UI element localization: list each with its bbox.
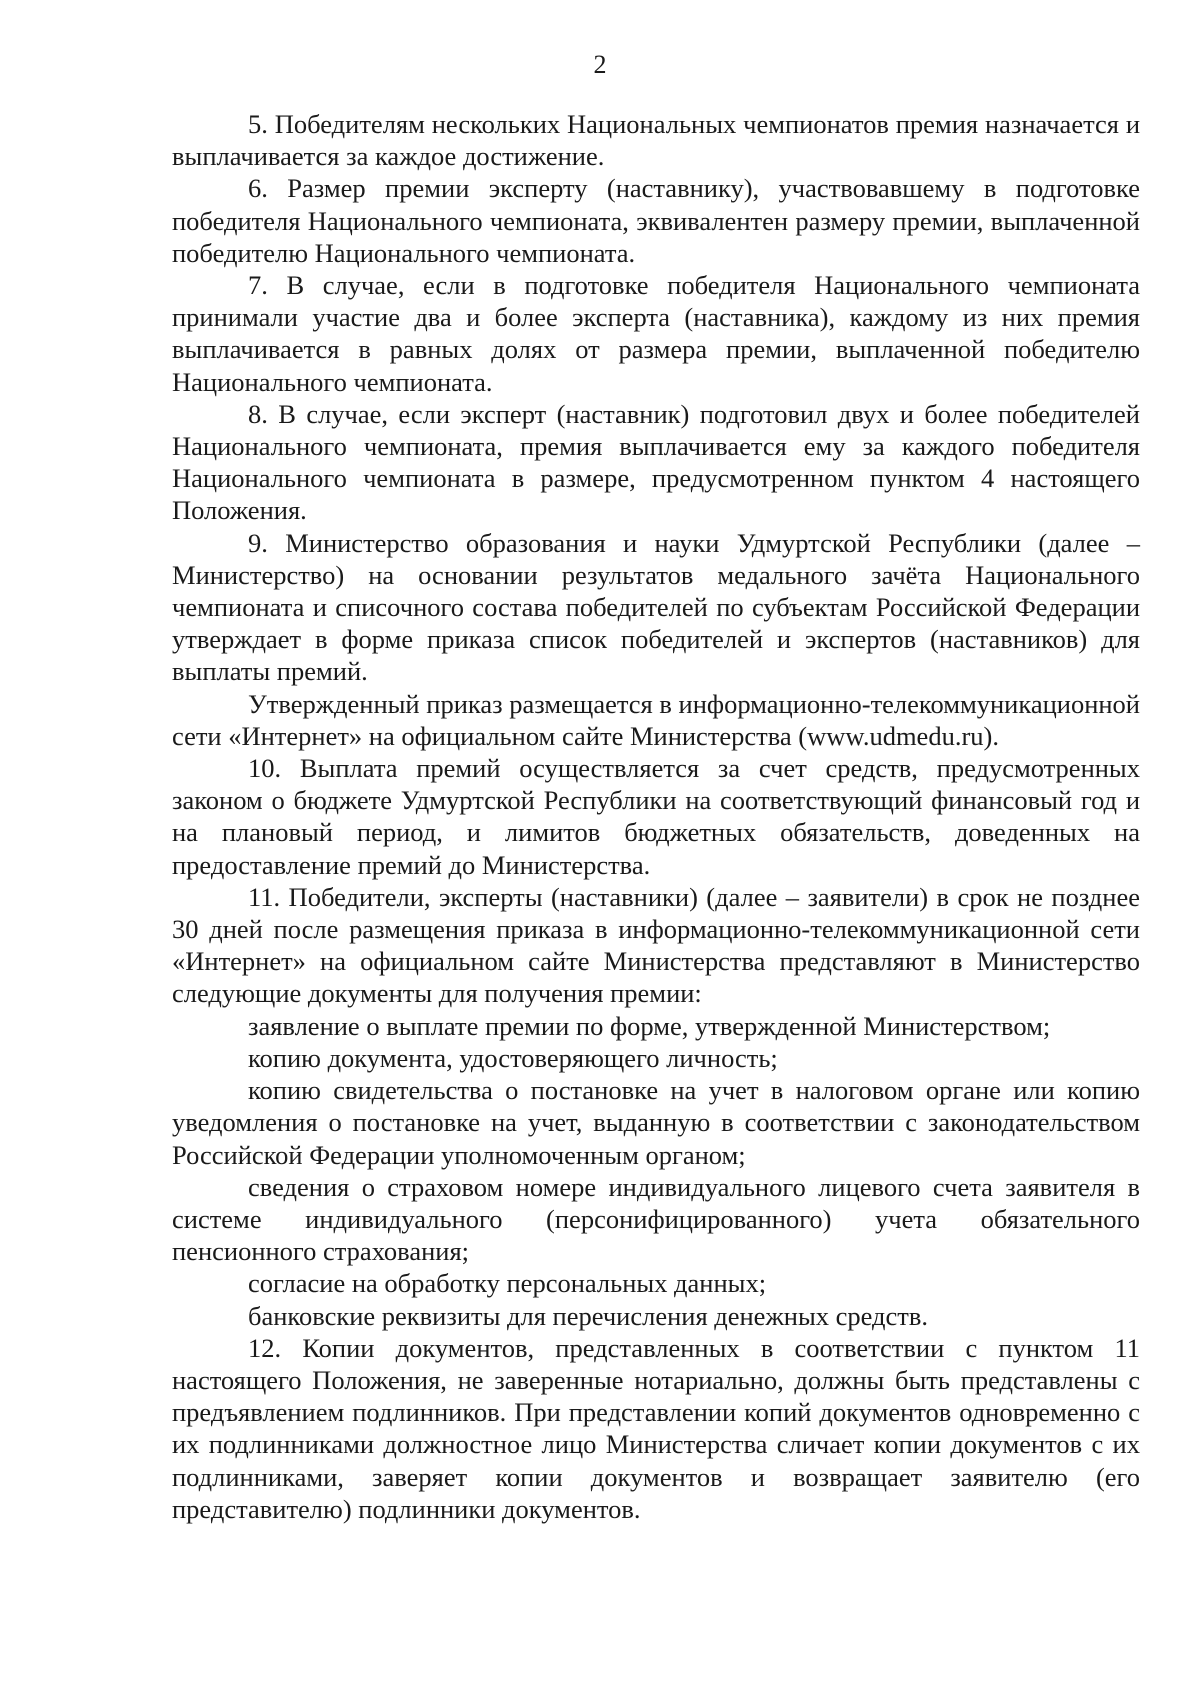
document-list-item: копию свидетельства о постановке на учет в налоговом органе или копию уведомления о постановке на учет, выданную в соответствии с законодательством Российской Федерации уполномоченным органом; [172,1075,1140,1170]
paragraph-6: 6. Размер премии эксперту (наставнику), участвовавшему в подготовке победителя Национального чемпионата, эквивалентен размеру премии, выплаченной победителю Национального чемпионата. [172,173,1140,268]
document-body [172,108,1140,1525]
paragraph-9: 9. Министерство образования и науки Удмуртской Республики (далее – Министерство) на основании результатов медального зачёта Национального чемпионата и списочного состава победителей по субъектам Российской Федерации утверждает в форме приказа список победителей и экспертов (наставников) для выплаты премий. [172,527,1140,687]
paragraph-5: 5. Победителям нескольких Национальных чемпионатов премия назначается и выплачивается за каждое достижение. [172,109,1140,172]
page-number: 2 [593,50,607,79]
document-list-item: согласие на обработку персональных данных; [248,1268,767,1299]
document-list-item: заявление о выплате премии по форме, утвержденной Министерством; [248,1010,1051,1041]
paragraph-12: 12. Копии документов, представленных в соответствии с пунктом 11 настоящего Положения, не заверенные нотариально, должны быть представлены с предъявлением подлинников. При представлении копий документов одновременно с их подлинниками должностное лицо Министерства сличает копии документов с их подлинниками, заверяет копии документов и возвращает заявителю (его представителю) подлинники документов. [172,1332,1140,1524]
paragraph-8: 8. В случае, если эксперт (наставник) подготовил двух и более победителей Национального чемпионата, премия выплачивается ему за каждого победителя Национального чемпионата в размере, предусмотренном пунктом 4 настоящего Положения. [172,398,1140,526]
paragraph-11: 11. Победители, эксперты (наставники) (далее – заявители) в срок не позднее 30 дней после размещения приказа в информационно-телекоммуникационной сети «Интернет» на официальном сайте Министерства представляют в Министерство следующие документы для получения премии: [172,881,1140,1009]
document-list-item: копию документа, удостоверяющего личность; [248,1042,778,1073]
paragraph-9-order-publication: Утвержденный приказ размещается в информационно-телекоммуникационной сети «Интернет» на официальном сайте Министерства (www.udmedu.ru). [172,688,1140,751]
paragraph-10: 10. Выплата премий осуществляется за счет средств, предусмотренных законом о бюджете Удмуртской Республики на соответствующий финансовый год и на плановый период, и лимитов бюджетных обязательств, доведенных на предоставление премий до Министерства. [172,753,1140,880]
document-list-item: банковские реквизиты для перечисления денежных средств. [248,1300,929,1331]
document-list-item: сведения о страховом номере индивидуального лицевого счета заявителя в системе индивидуального (персонифицированного) учета обязательного пенсионного страхования; [172,1171,1140,1267]
paragraph-7: 7. В случае, если в подготовке победителя Национального чемпионата принимали участие два и более эксперта (наставника), каждому из них премия выплачивается в равных долях от размера премии, выплаченной победителю Национального чемпионата. [172,270,1140,397]
